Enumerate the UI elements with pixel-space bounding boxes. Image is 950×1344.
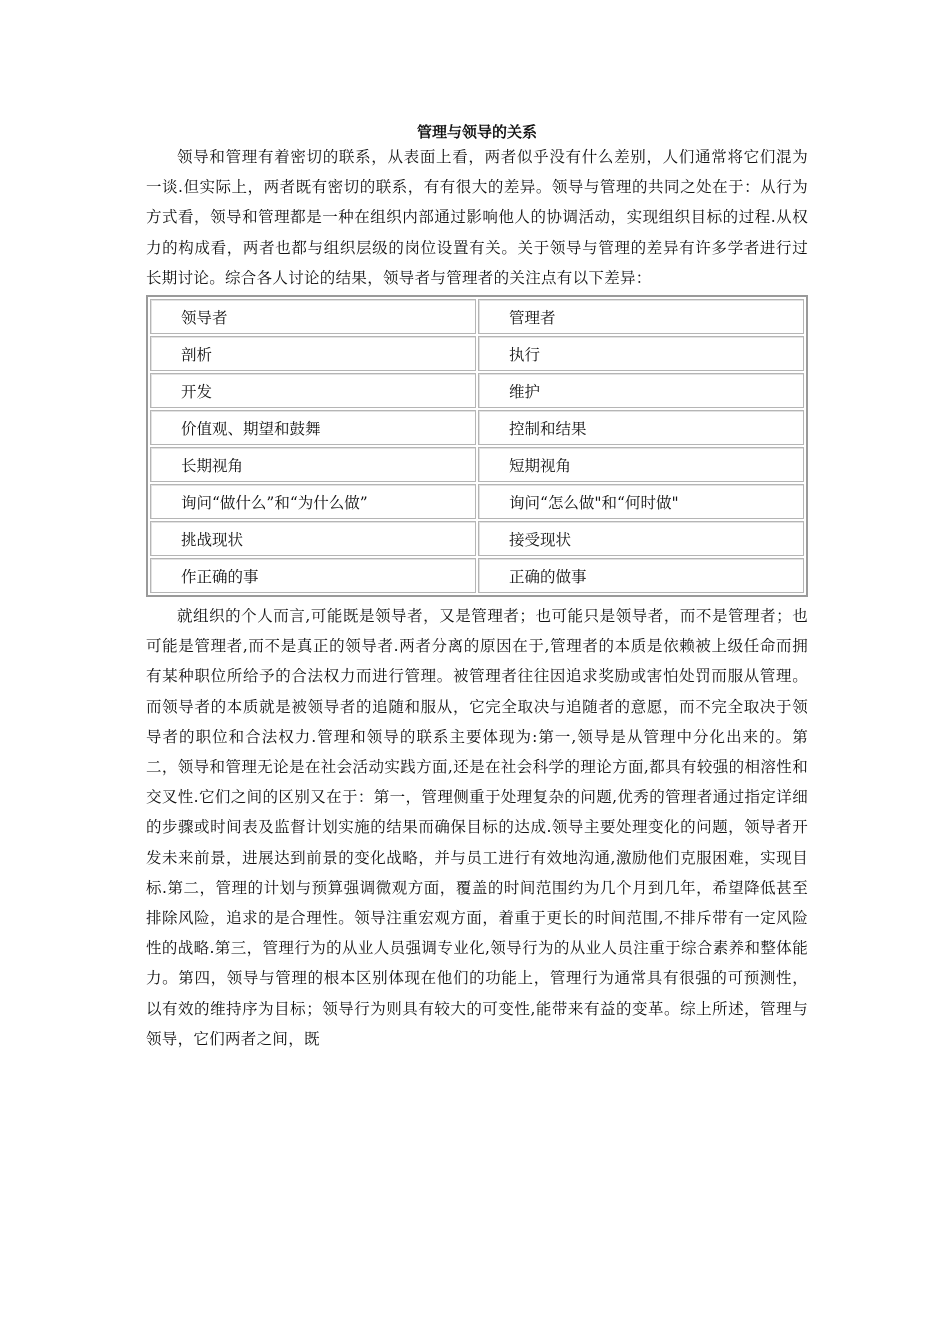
table-row xyxy=(150,410,804,445)
document-title: 管理与领导的关系 xyxy=(416,123,537,141)
table-row xyxy=(150,521,804,556)
table-cell-leader: 剖析 xyxy=(150,336,476,371)
table-cell-manager: 短期视角 xyxy=(478,447,804,482)
table-cell-leader: 领导者 xyxy=(150,299,476,334)
table-cell-manager: 正确的做事 xyxy=(478,558,804,593)
body-paragraph: 就组织的个人而言,可能既是领导者，又是管理者；也可能只是领导者，而不是管理者；也可能是管理者,而不是真正的领导者.两者分离的原因在于,管理者的本质是依赖被上级任命而拥有某种职位所给予的合法权力而进行管理。被管理者往往因追求奖励或害怕处罚而服从管理。而领导者的本质就是被领导者的追随和服从，它完全取决与追随者的意愿，而不完全取决于领导者的职位和合法权力.管理和领导的联系主要体现为:第一,领导是从管理中分化出来的。第二，领导和管理无论是在社会活动实践方面,还是在社会科学的理论方面,都具有较强的相溶性和交叉性.它们之间的区别又在于：第一，管理侧重于处理复杂的问题,优秀的管理者通过指定详细的步骤或时间表及监督计划实施的结果而确保目标的达成.领导主要处理变化的问题，领导者开发未来前景，进展达到前景的变化战略，并与员工进行有效地沟通,激励他们克服困难，实现目标.第二，管理的计划与预算强调微观方面，覆盖的时间范围约为几个月到几年，希望降低甚至排除风险，追求的是合理性。领导注重宏观方面，着重于更长的时间范围,不排斥带有一定风险性的战略.第三，管理行为的从业人员强调专业化,领导行为的从业人员注重于综合素养和整体能力。第四，领导与管理的根本区别体现在他们的功能上，管理行为通常具有很强的可预测性，以有效的维持序为目标；领导行为则具有较大的可变性,能带来有益的变革。综上所述，管理与领导，它们两者之间，既 xyxy=(146,607,808,1048)
table-cell-manager: 维护 xyxy=(478,373,804,408)
table-row xyxy=(150,299,804,334)
table-cell-leader: 询问“做什么”和“为什么做” xyxy=(150,484,476,519)
table-cell-leader: 长期视角 xyxy=(150,447,476,482)
table-cell-leader: 挑战现状 xyxy=(150,521,476,556)
table-cell-manager: 询问“怎么做"和“何时做" xyxy=(478,484,804,519)
table-row xyxy=(150,447,804,482)
table-cell-leader: 价值观、期望和鼓舞 xyxy=(150,410,476,445)
table-cell-manager: 接受现状 xyxy=(478,521,804,556)
table-cell-manager: 管理者 xyxy=(478,299,804,334)
table-row xyxy=(150,336,804,371)
comparison-table xyxy=(146,295,808,597)
table-cell-leader: 开发 xyxy=(150,373,476,408)
document-page xyxy=(146,118,808,1054)
table-cell-manager: 执行 xyxy=(478,336,804,371)
table-row xyxy=(150,484,804,519)
table-cell-manager: 控制和结果 xyxy=(478,410,804,445)
table-row xyxy=(150,558,804,593)
table-cell-leader: 作正确的事 xyxy=(150,558,476,593)
table-row xyxy=(150,373,804,408)
intro-paragraph: 领导和管理有着密切的联系，从表面上看，两者似乎没有什么差别，人们通常将它们混为一谈.但实际上，两者既有密切的联系，有有很大的差异。领导与管理的共同之处在于：从行为方式看，领导和管理都是一种在组织内部通过影响他人的协调活动，实现组织目标的过程.从权力的构成看，两者也都与组织层级的岗位设置有关。关于领导与管理的差异有许多学者进行过长期讨论。综合各人讨论的结果，领导者与管理者的关注点有以下差异： xyxy=(146,148,808,287)
